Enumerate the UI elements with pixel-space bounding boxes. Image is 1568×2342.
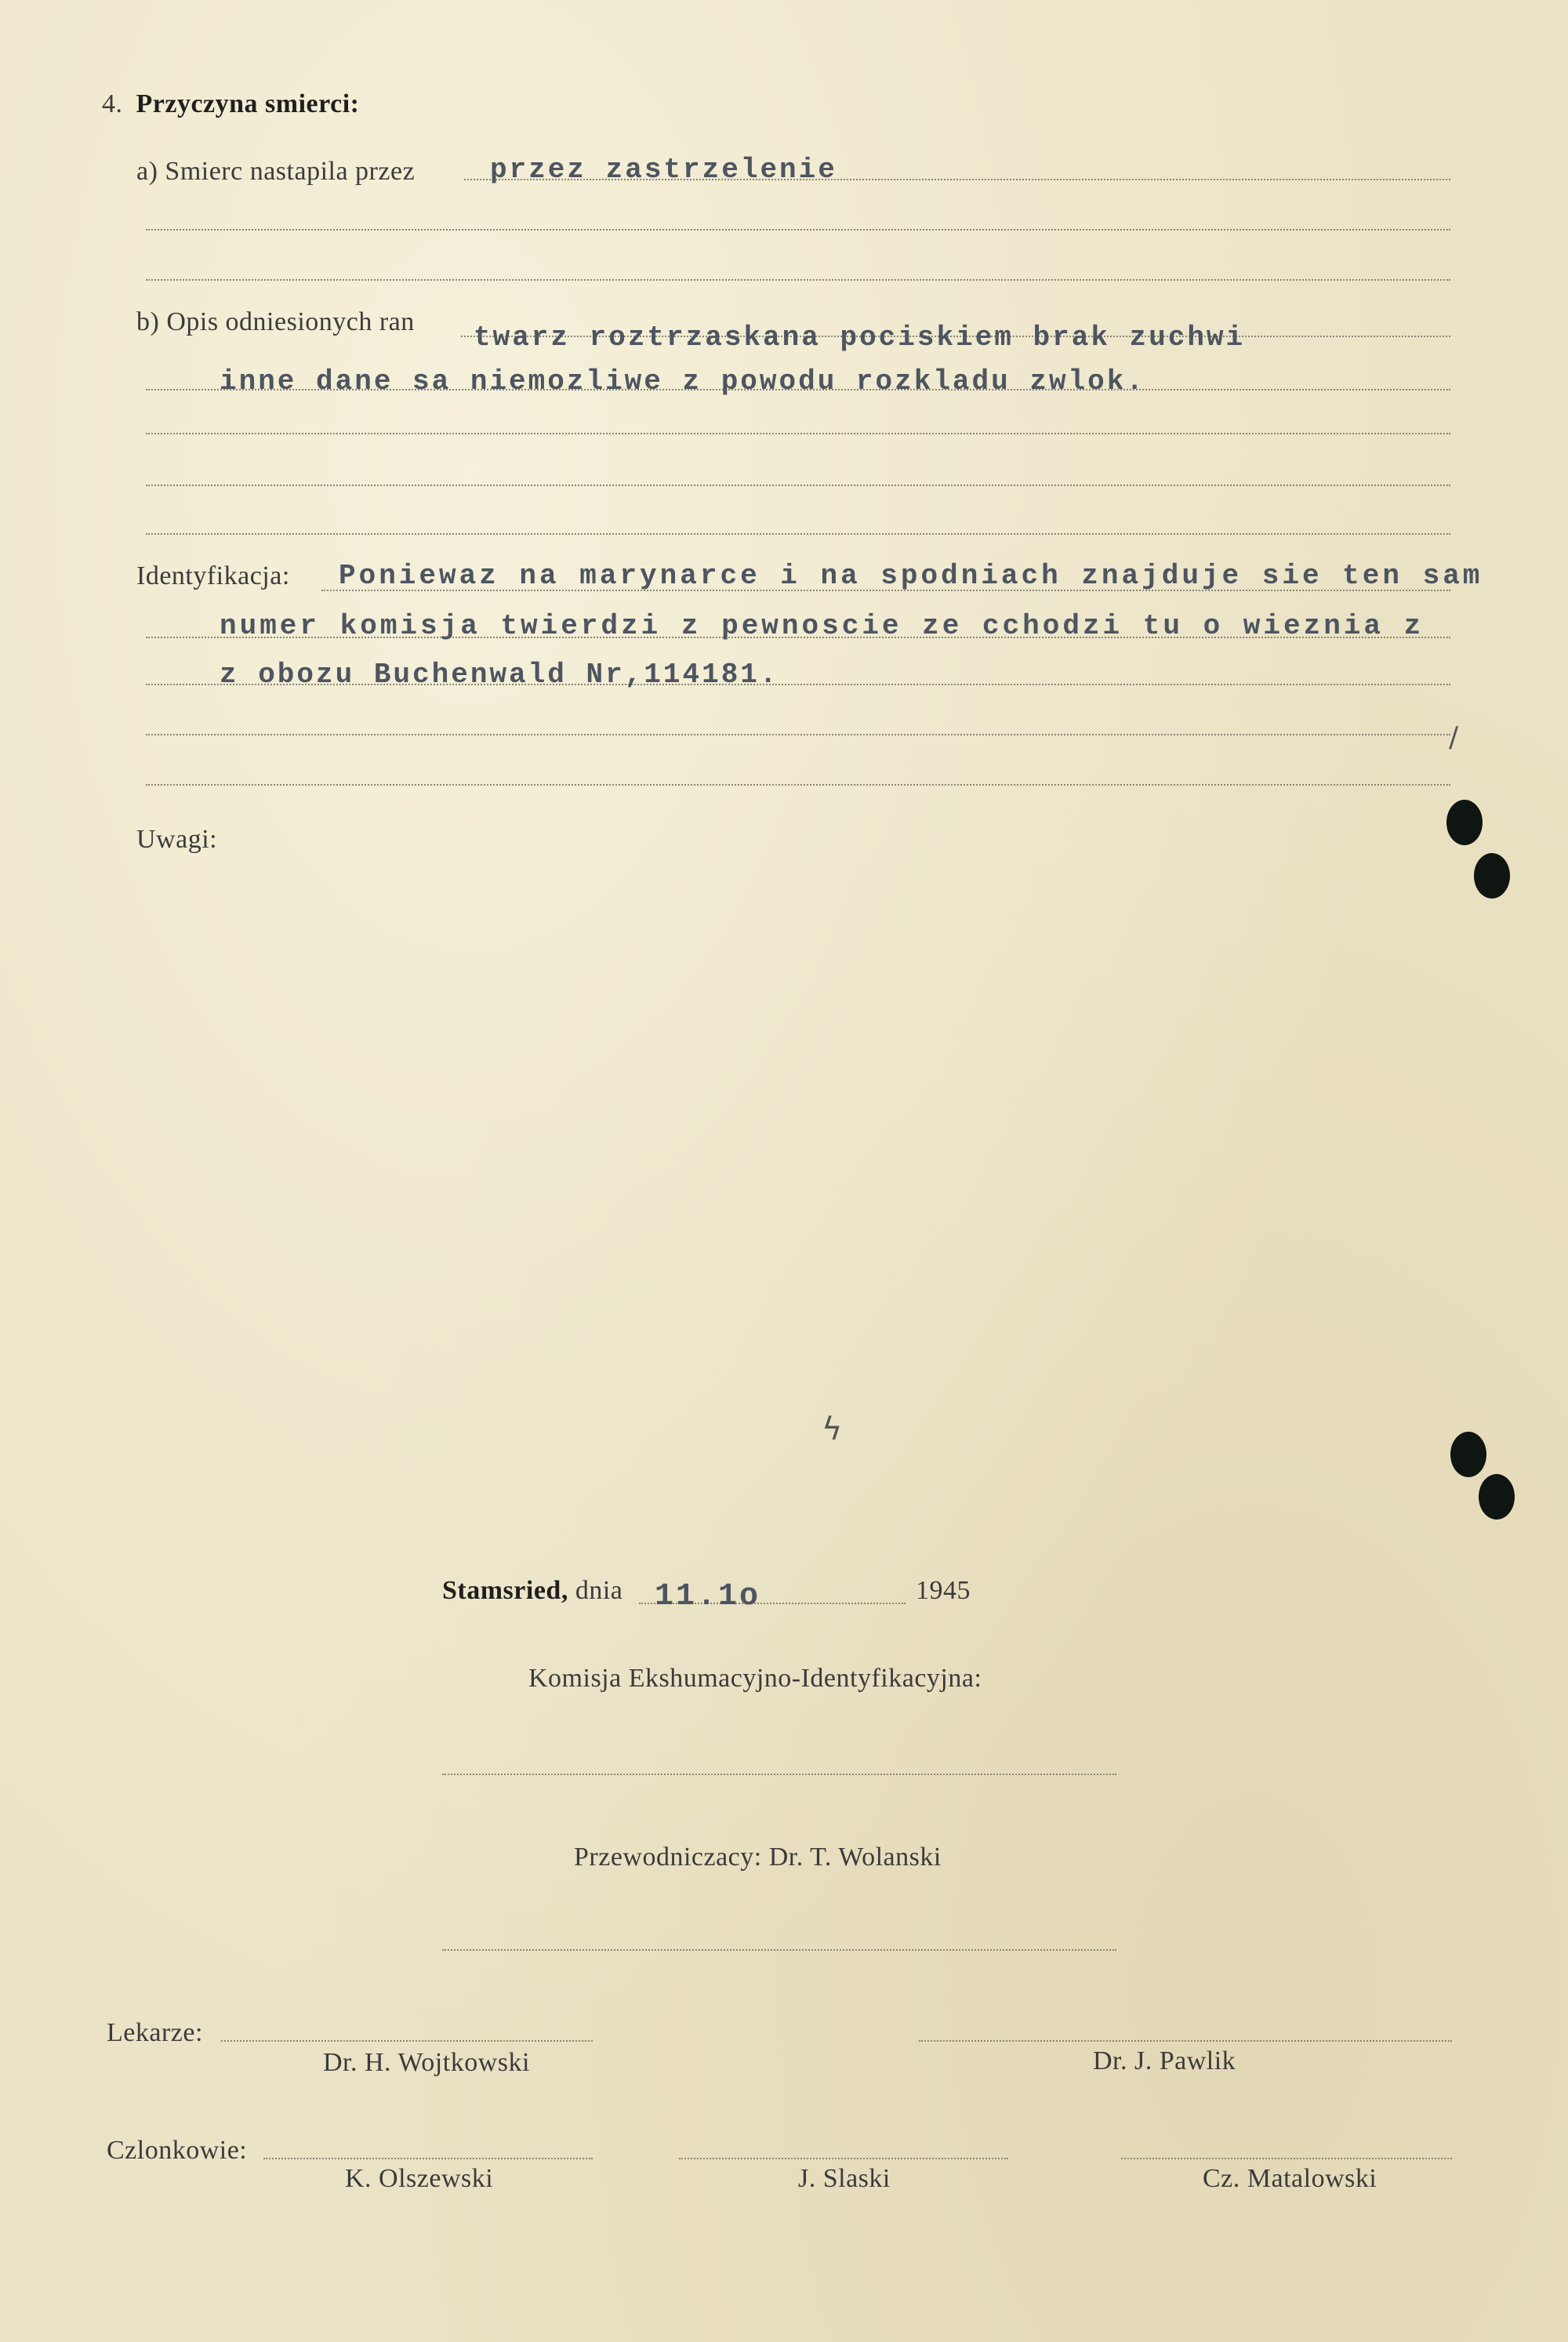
date-value: 11.1o (655, 1579, 761, 1614)
section-number: 4. (102, 89, 123, 118)
wounds-line-1: twarz roztrzaskana pociskiem brak zuchwi (474, 321, 1246, 354)
doctor-name-2: Dr. J. Pawlik (1093, 2046, 1236, 2075)
wounds-line-2: inne dane sa niemozliwe z powodu rozkladu zwlok. (220, 365, 1145, 398)
year: 1945 (916, 1576, 971, 1605)
blank-dotted-line (146, 784, 1450, 786)
cause-label: a) Smierc nastapila przez (136, 157, 416, 186)
blank-dotted-line (146, 485, 1450, 486)
identification-line-2: numer komisja twierdzi z pewnoscie ze cchodzi tu o wieznia z (220, 610, 1425, 642)
blank-dotted-line (146, 433, 1450, 434)
wounds-label: b) Opis odniesionych ran (136, 307, 415, 336)
pencil-mark: ϟ (822, 1411, 843, 1447)
punch-hole (1446, 800, 1483, 845)
section-heading (102, 89, 359, 119)
member-name-3: Cz. Matalowski (1203, 2164, 1377, 2193)
doctor-name-1: Dr. H. Wojtkowski (323, 2048, 530, 2077)
commission-label: Komisja Ekshumacyjno-Identyfikacyjna: (528, 1664, 982, 1693)
signature-line (442, 1949, 1116, 1951)
blank-dotted-line (146, 734, 1450, 735)
punch-hole (1450, 1432, 1486, 1477)
signature-line (679, 2158, 1008, 2159)
remarks-label: Uwagi: (136, 825, 218, 854)
identification-label: Identyfikacja: (136, 561, 290, 590)
blank-dotted-line (146, 533, 1450, 535)
blank-dotted-line (146, 279, 1450, 281)
punch-hole (1474, 853, 1510, 899)
signature-line (221, 2040, 593, 2042)
day-label: dnia (575, 1576, 623, 1605)
member-name-2: J. Slaski (798, 2164, 891, 2193)
identification-line-1: Poniewaz na marynarce i na spodniach znajduje sie ten sam (339, 560, 1483, 592)
pencil-mark: / (1449, 721, 1459, 753)
place-date (442, 1576, 622, 1606)
identification-line-3: z obozu Buchenwald Nr,114181. (220, 659, 779, 691)
place-name: Stamsried, (442, 1576, 568, 1605)
signature-line (1121, 2158, 1452, 2159)
signature-line (919, 2040, 1452, 2042)
signature-line (442, 1774, 1116, 1775)
doctors-label: Lekarze: (107, 2018, 203, 2047)
punch-hole (1479, 1474, 1515, 1520)
signature-line (263, 2158, 593, 2159)
member-name-1: K. Olszewski (345, 2164, 494, 2193)
section-title: Przyczyna smierci: (136, 89, 360, 118)
members-label: Czlonkowie: (107, 2136, 248, 2165)
chairman-label: Przewodniczacy: Dr. T. Wolanski (574, 1843, 942, 1872)
cause-value: przez zastrzelenie (490, 154, 837, 186)
blank-dotted-line (146, 229, 1450, 231)
